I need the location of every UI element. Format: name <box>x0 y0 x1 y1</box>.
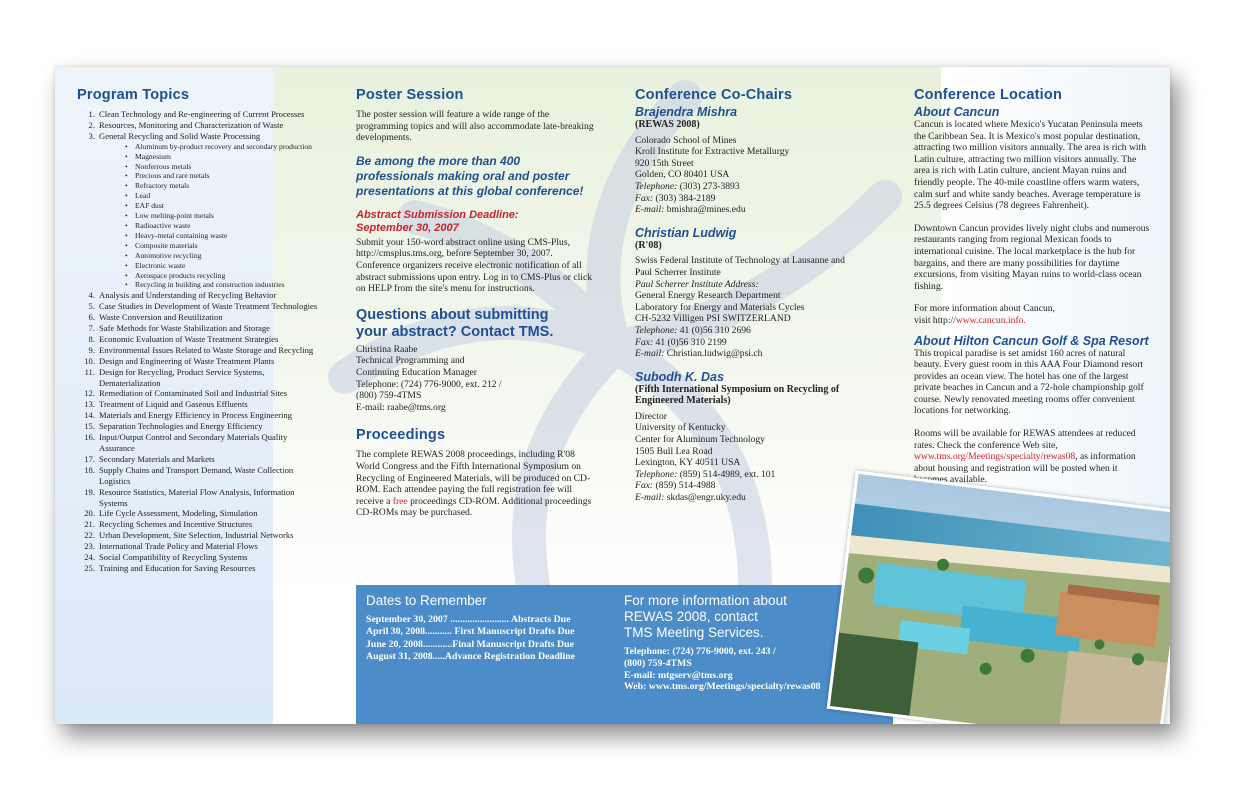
address-line: 920 15th Street <box>635 157 694 169</box>
proceedings-title: Proceedings <box>356 427 446 444</box>
list-item: 1. Clean Technology and Re-engineering of Current Processes <box>88 109 305 119</box>
program-topics-title: Program Topics <box>77 87 190 103</box>
rooms-paragraph: Rooms will be available for REWAS attendees at reduced rates. Check the conference Web site, www.tms.org/Meetings/specialty/rewas08, as information about housing and registration will be posted when it becomes available. <box>914 428 1136 486</box>
rooms-link[interactable]: www.tms.org/Meetings/specialty/rewas08 <box>914 451 1076 463</box>
program-topics-column <box>77 87 322 574</box>
address-line: Lexington, KY 40511 USA <box>635 457 741 469</box>
sub-list-item: • EAF dust <box>125 201 322 211</box>
email: E-mail: Christian.ludwig@psi.ch <box>635 348 763 360</box>
location-column <box>914 87 1152 486</box>
list-item: 23. International Trade Policy and Material Flows <box>84 541 258 552</box>
date-row: June 20, 2008............Final Manuscript Drafts Due <box>366 638 574 650</box>
sub-list-item: • Recycling in building and construction industries <box>125 280 322 290</box>
sub-list-item: • Radioactive waste <box>125 221 322 231</box>
list-item: 24. Social Compatibility of Recycling Systems <box>84 552 248 563</box>
dates-box <box>366 593 616 664</box>
contact-web: Web: www.tms.org/Meetings/specialty/rewas08 <box>624 681 821 693</box>
dates-title: Dates to Remember <box>366 593 487 608</box>
sub-list-item: • Aluminum by-product recovery and secondary production <box>125 142 322 152</box>
list-item: 18. Supply Chains and Transport Demand, Waste Collection Logistics <box>84 464 294 486</box>
contact-line: (800) 759-4TMS <box>356 390 422 402</box>
sub-list-item: • Magnesium <box>125 152 322 162</box>
fax: Fax: (303) 384-2189 <box>635 192 716 204</box>
list-item: 3. General Recycling and Solid Waste Processing • Aluminum by-product recovery and secondary production • Magnesium • Nonferrous metals • Precious and rare metals • Refractory metals • Lead • EAF dust • Low melting-point metals • Radioactive waste • Heavy-metal containing waste • Composite materials • Automotive recycling • Electronic waste • Aerospace products recycling • Recycling in building and construction industries <box>81 131 322 291</box>
sub-list-item: • Composite materials <box>125 241 322 251</box>
cancun-paragraph-2: Downtown Cancun provides lively night clubs and numerous restaurants ranging from regional Mexican foods to international cuisine. The local marketplace is the hub for bargains, and there are many possibilities for daytime excursions, from visiting Mayan ruins to world-class ocean fishing. <box>914 222 1150 292</box>
cochair-name: Subodh K. Das <box>635 369 724 384</box>
list-item: 2. Resources, Monitoring and Characterization of Waste <box>88 119 284 130</box>
sub-list-item: • Low melting-point metals <box>125 211 322 221</box>
contact-email: E-mail: mtgserv@tms.org <box>624 669 733 681</box>
email: E-mail: skdas@engr.uky.edu <box>635 492 746 504</box>
list-item: 13. Treatment of Liquid and Gaseous Effluents <box>84 399 248 410</box>
contact-email: E-mail: raabe@tms.org <box>356 401 446 413</box>
poster-emphasis: Be among the more than 400 professionals making oral and poster presentations at this global conference! <box>356 153 584 198</box>
sub-topics-list <box>99 142 322 291</box>
address-line: Golden, CO 80401 USA <box>635 169 730 181</box>
list-item: 16. Input/Output Control and Secondary Materials Quality Assurance <box>84 432 288 453</box>
cochairs-title: Conference Co-Chairs <box>635 87 793 103</box>
address-line: CH-5232 Villigen PSI SWITZERLAND <box>635 313 791 325</box>
contact-line: (800) 759-4TMS <box>624 657 692 669</box>
date-row: August 31, 2008.....Advance Registration Deadline <box>366 651 576 663</box>
date-row: September 30, 2007 ........................ Abstracts Due <box>366 614 571 625</box>
list-item: 10. Design and Engineering of Waste Treatment Plants <box>84 355 275 366</box>
contact-line: Telephone: (724) 776-9000, ext. 243 / <box>624 646 776 657</box>
cancun-paragraph-1: Cancun is located where Mexico's Yucatan Peninsula meets the Caribbean Sea. It is Mexico's most popular destination, attracting two million visitors annually. The area is rich with Latin culture, attracting two million visitors annually. The area is rich with Latin culture, ancient Mayan ruins and friendly people. The 40-mile coastline offers warm waters, calm surf and white sandy beaches. Average temperature is 25.5 degrees Celsius (78 degrees Fahrenheit). <box>914 119 1147 212</box>
list-item: 9. Environmental Issues Related to Waste Storage and Recycling <box>88 344 314 355</box>
poster-body: The poster session will feature a wide range of the programming topics and will also accommodate late-breaking developments. <box>356 109 594 144</box>
sub-list-item: • Electronic waste <box>125 261 322 271</box>
proceedings-body: The complete REWAS 2008 proceedings, including R'08 World Congress and the Fifth International Symposium on Recycling of Engineered Materials, will be produced on CD-ROM. Each attendee paying the full registration fee will receive a free proceedings CD-ROM. Additional proceedings CD-ROMs may be purchased. <box>356 449 592 519</box>
list-item: 17. Secondary Materials and Markets <box>84 453 215 464</box>
resort-photo <box>827 470 1170 724</box>
cancun-visit: visit http://www.cancun.info. <box>914 314 1026 326</box>
cochair-name: Brajendra Mishra <box>635 105 738 119</box>
resort-aerial-image <box>830 474 1170 724</box>
sub-list-item: • Precious and rare metals <box>125 171 322 181</box>
poster-column <box>356 87 594 519</box>
email: E-mail: bmishra@mines.edu <box>635 204 746 216</box>
list-item: 8. Economic Evaluation of Waste Treatment Strategies <box>88 333 279 344</box>
fax: Fax: (859) 514-4988 <box>635 480 716 492</box>
contact-line: Telephone: (724) 776-9000, ext. 212 / <box>356 378 502 390</box>
list-item: 4. Analysis and Understanding of Recycling Behavior <box>88 290 277 301</box>
cochair-affiliation: (Fifth International Symposium on Recycling of Engineered Materials) <box>635 383 840 407</box>
address-line: Laboratory for Energy and Materials Cycles <box>635 301 805 313</box>
more-info-title: For more information about REWAS 2008, contact TMS Meeting Services. <box>624 593 787 640</box>
brochure-sheet <box>55 67 1170 724</box>
list-item: 21. Recycling Schemes and Incentive Structures <box>84 519 253 530</box>
address-line: Kroll Institute for Extractive Metallurgy <box>635 146 790 158</box>
address-line: Colorado School of Mines <box>635 134 737 146</box>
cochair-name: Christian Ludwig <box>635 225 737 240</box>
address-line: 1505 Bull Lea Road <box>635 445 713 457</box>
address-line: Paul Scherrer Institute <box>635 266 721 278</box>
sub-list-item: • Heavy-metal containing waste <box>125 231 322 241</box>
cochair-affiliation: (R'08) <box>635 239 662 251</box>
contact-line: Christina Raabe <box>356 343 418 355</box>
about-hilton-heading: About Hilton Cancun Golf & Spa Resort <box>914 333 1149 348</box>
date-row: April 30, 2008........... First Manuscript Drafts Due <box>366 626 575 638</box>
sub-list-item: • Lead <box>125 191 322 201</box>
free-highlight: free <box>392 495 408 507</box>
hilton-paragraph: This tropical paradise is set amidst 160 acres of natural beauty. Every guest room in this AAA Four Diamond resort provides an ocean view. The hotel has one of the largest private beaches in Cancun and a 72-hole championship golf course. Newly renovated meeting rooms offer convenient locations for networking. <box>914 347 1144 417</box>
info-panel <box>356 585 893 724</box>
telephone: Telephone: 41 (0)56 310 2696 <box>635 324 751 336</box>
about-cancun-heading: About Cancun <box>914 105 1000 119</box>
sub-list-item: • Automotive recycling <box>125 251 322 261</box>
address-line: Center for Aluminum Technology <box>635 434 765 446</box>
cochairs-column <box>635 87 885 504</box>
telephone: Telephone: (859) 514-4989, ext. 101 <box>635 468 776 480</box>
questions-title-line1: Questions about submitting <box>356 306 549 323</box>
topics-list <box>77 109 322 574</box>
list-item: 22. Urban Development, Site Selection, Industrial Networks <box>84 530 294 541</box>
list-item: 15. Separation Technologies and Energy Efficiency <box>84 421 263 432</box>
poster-session-title: Poster Session <box>356 87 464 103</box>
questions-title-line2: your abstract? Contact TMS. <box>356 323 554 340</box>
deadline-label: Abstract Submission Deadline: <box>356 208 519 221</box>
deadline-date: September 30, 2007 <box>356 221 459 234</box>
address-line: Swiss Federal Institute of Technology at Lausanne and <box>635 255 845 267</box>
cancun-more-info: For more information about Cancun, <box>914 303 1055 315</box>
list-item: 14. Materials and Energy Efficiency in Process Engineering <box>84 410 292 421</box>
sub-list-item: • Nonferrous metals <box>125 162 322 172</box>
telephone: Telephone: (303) 273-3893 <box>635 180 740 192</box>
contact-line: Continuing Education Manager <box>356 366 477 378</box>
submit-instructions: Submit your 150-word abstract online using CMS-Plus, http://cmsplus.tms.org, before September 30, 2007. Conference organizers receive electronic notification of all abstract submissions upon entry. Log in to CMS-Plus or click on HELP from the site's menu for instructions. <box>356 236 593 295</box>
list-item: 12. Remediation of Contaminated Soil and Industrial Sites <box>84 388 288 399</box>
list-item: 25. Training and Education for Saving Resources <box>84 562 256 573</box>
cochair-affiliation: (REWAS 2008) <box>635 119 700 130</box>
address-line: General Energy Research Department <box>635 290 781 302</box>
contact-line: Technical Programming and <box>356 355 465 367</box>
list-item: 6. Waste Conversion and Reutilization <box>88 312 223 323</box>
cancun-link[interactable]: www.cancun.info. <box>955 314 1026 326</box>
address-line: Director <box>635 410 667 422</box>
list-item: 5. Case Studies in Development of Waste Treatment Technologies <box>88 301 318 312</box>
sub-list-item: • Refractory metals <box>125 181 322 191</box>
list-item: 19. Resource Statistics, Material Flow Analysis, Information Systems <box>84 486 295 508</box>
list-item: 20. Life Cycle Assessment, Modeling, Simulation <box>84 508 258 519</box>
list-item: 7. Safe Methods for Waste Stabilization and Storage <box>88 323 270 334</box>
address-label: Paul Scherrer Institute Address: <box>635 278 759 290</box>
location-title: Conference Location <box>914 87 1063 103</box>
fax: Fax: 41 (0)56 310 2199 <box>635 336 727 348</box>
address-line: University of Kentucky <box>635 422 726 434</box>
list-item: 11. Design for Recycling, Product Service Systems, Dematerialization <box>84 366 265 388</box>
sub-list-item: • Aerospace products recycling <box>125 271 322 281</box>
